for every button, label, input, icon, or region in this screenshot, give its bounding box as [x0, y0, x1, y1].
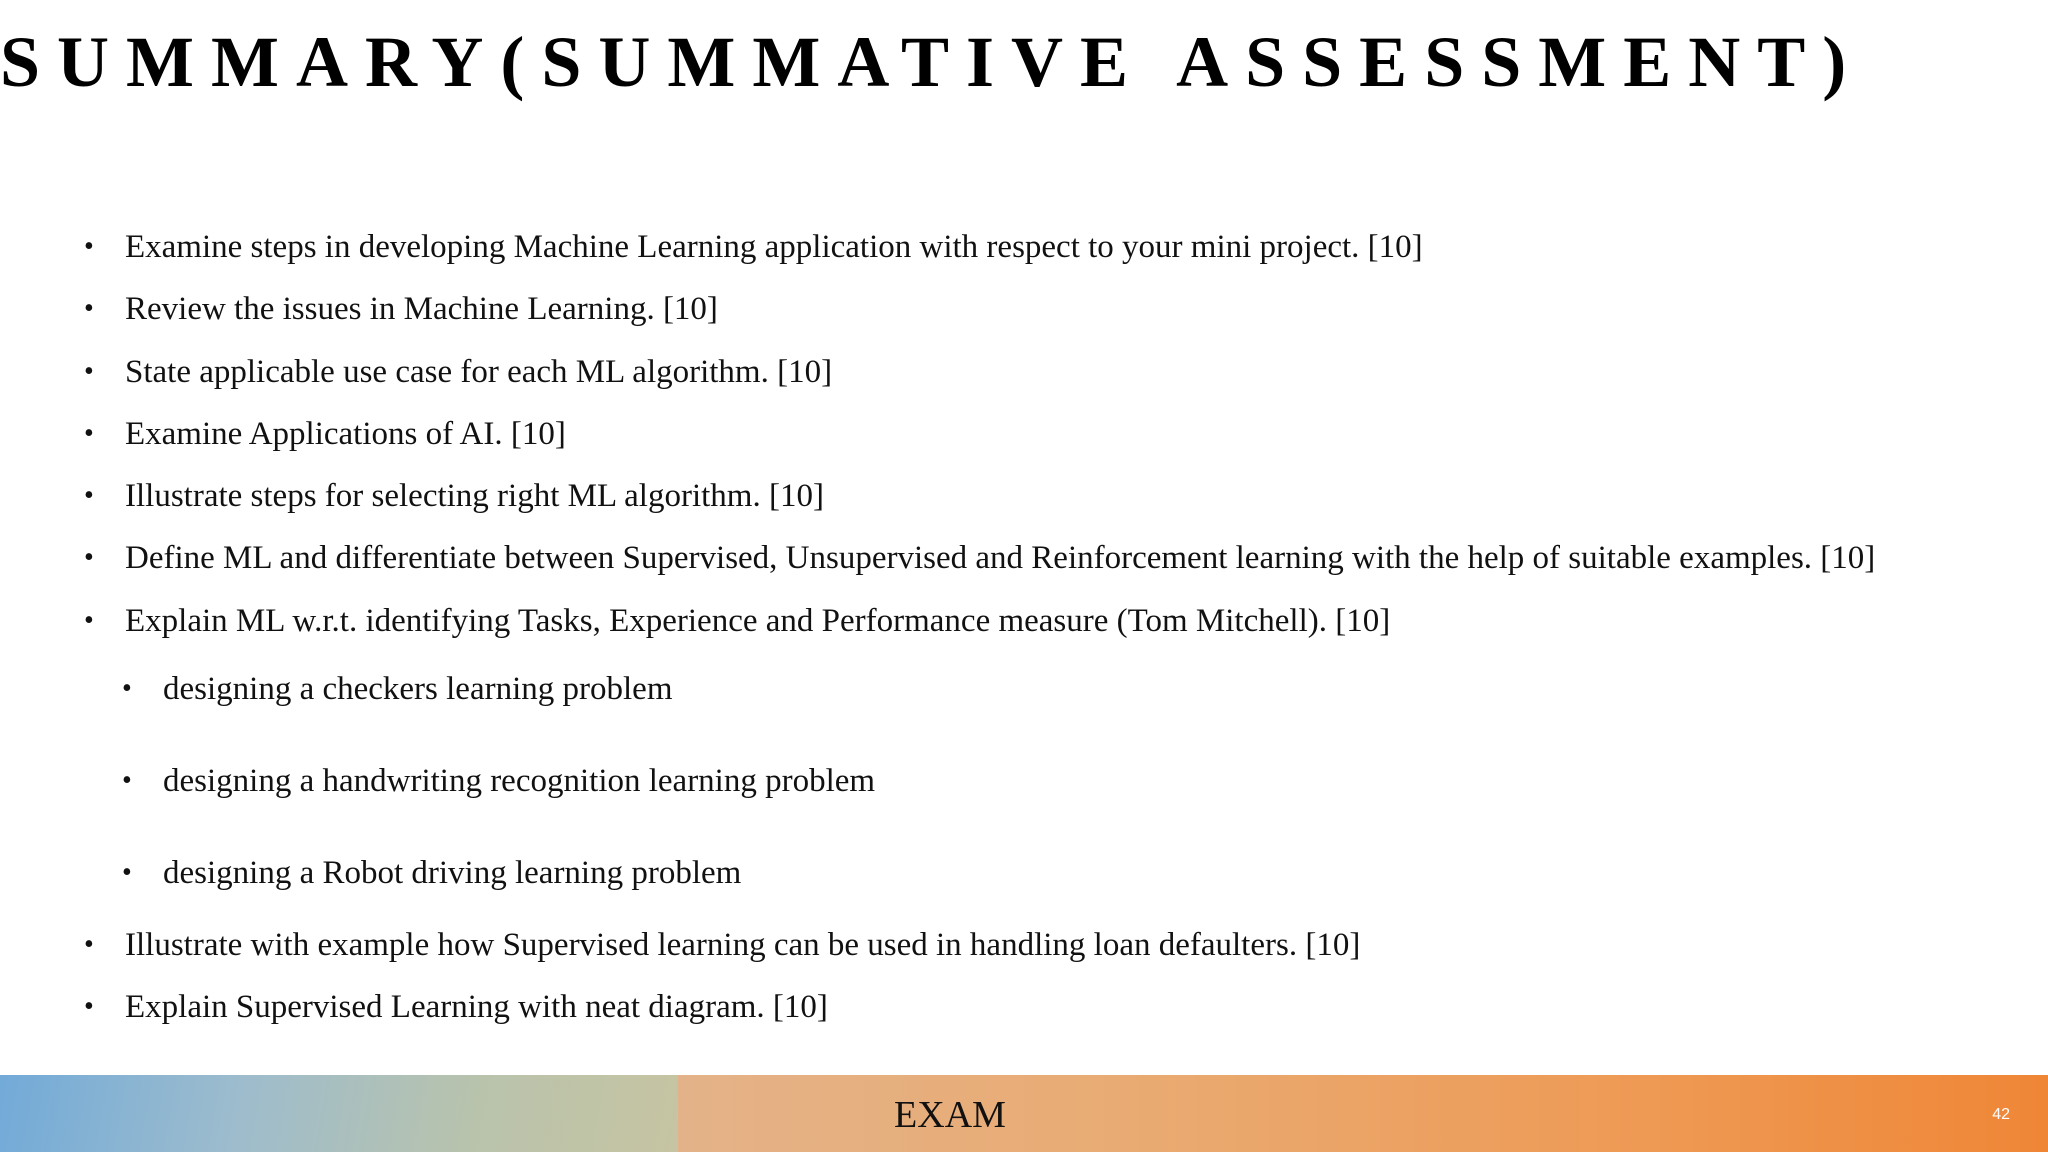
- list-item: [84, 411, 2034, 473]
- bullet-icon: •: [84, 417, 94, 449]
- list-item-text: Illustrate steps for selecting right ML algorithm. [10]: [125, 478, 824, 515]
- bullet-icon: •: [84, 480, 94, 512]
- list-item-text: Examine Applications of AI. [10]: [125, 415, 566, 452]
- sub-list-item-text: designing a checkers learning problem: [163, 671, 673, 708]
- sub-list-item-text: designing a handwriting recognition learning problem: [163, 763, 876, 800]
- list-item-text: Explain Supervised Learning with neat diagram. [10]: [125, 989, 828, 1026]
- bullet-icon: •: [84, 929, 94, 961]
- list-item-text: Illustrate with example how Supervised learning can be used in handling loan defaulters. [10]: [125, 927, 1361, 964]
- sub-bullet-icon: •: [122, 765, 132, 797]
- list-item: [84, 473, 2034, 535]
- list-item: [84, 349, 2034, 411]
- footer-label: EXAM: [894, 1094, 1006, 1136]
- slide-title: SUMMARY(SUMMATIVE ASSESSMENT): [0, 22, 1864, 102]
- list-item: [84, 984, 2034, 1046]
- list-item: [84, 286, 2034, 348]
- list-item: [84, 598, 2034, 660]
- page-number: 42: [1992, 1106, 2010, 1123]
- bullet-icon: •: [84, 542, 94, 574]
- sub-list: [84, 660, 2034, 922]
- list-item: [84, 224, 2034, 286]
- question-list: [84, 224, 2034, 1047]
- list-item-text: Define ML and differentiate between Supervised, Unsupervised and Reinforcement learning with the help of suitable examples. [10]: [125, 540, 1876, 577]
- footer-band: [0, 1075, 2048, 1152]
- list-item-text: Examine steps in developing Machine Learning application with respect to your mini project. [10]: [125, 229, 1423, 265]
- sub-bullet-icon: •: [122, 673, 132, 705]
- bullet-icon: •: [84, 231, 94, 262]
- list-item: [84, 922, 2034, 984]
- bullet-icon: •: [84, 604, 94, 636]
- sub-list-item-text: designing a Robot driving learning problem: [163, 855, 742, 892]
- sub-list-item: [122, 666, 2034, 758]
- sub-list-item: [122, 850, 2034, 916]
- bullet-icon: •: [84, 355, 94, 387]
- sub-list-item: [122, 758, 2034, 850]
- list-item-text: State applicable use case for each ML algorithm. [10]: [125, 353, 833, 390]
- footer-gradient-left: [0, 1075, 678, 1152]
- sub-bullet-icon: •: [122, 857, 132, 889]
- list-item-text: Review the issues in Machine Learning. [10]: [125, 291, 718, 328]
- list-item-text: Explain ML w.r.t. identifying Tasks, Experience and Performance measure (Tom Mitchell). [10]: [125, 602, 1391, 639]
- bullet-icon: •: [84, 991, 94, 1023]
- list-item: [84, 535, 2034, 597]
- bullet-icon: •: [84, 293, 94, 325]
